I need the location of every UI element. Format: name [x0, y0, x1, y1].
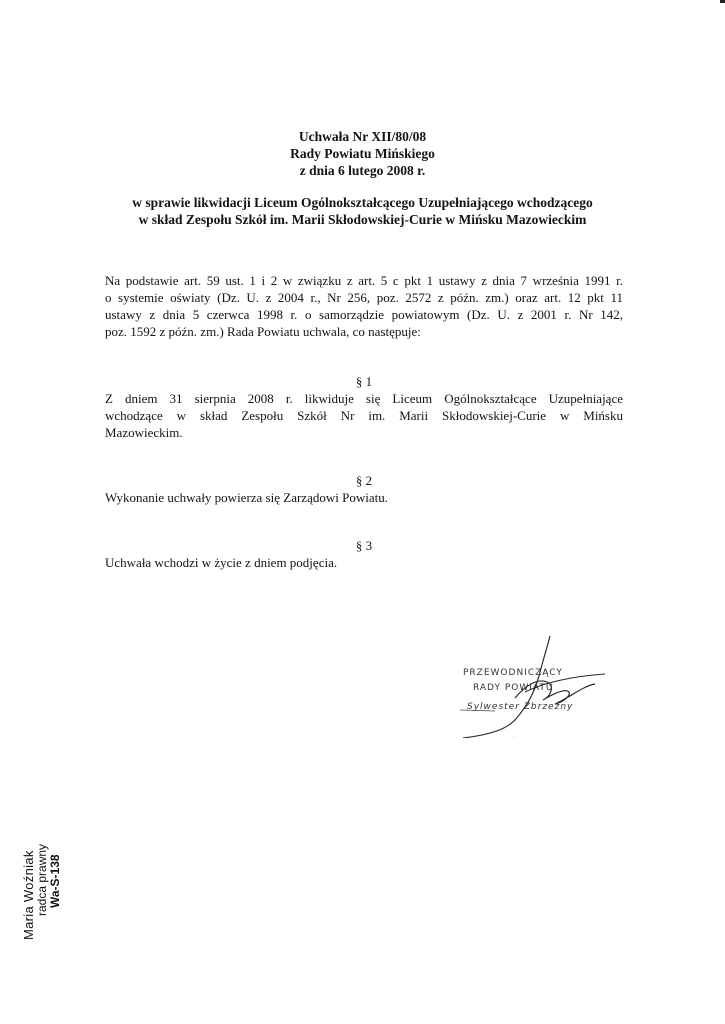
subject-line-2: w skład Zespołu Szkół im. Marii Skłodowskiej-Curie w Mińsku Mazowieckim — [138, 212, 587, 227]
handwritten-signature — [455, 628, 625, 738]
section-2-sign: § 2 — [355, 473, 373, 488]
section-3-sign: § 3 — [355, 538, 373, 553]
section-3-text — [105, 554, 623, 571]
stamp-name: Sylwester Zbrzezny — [467, 702, 574, 712]
resolution-header — [0, 128, 725, 179]
advisor-number: Wa-S-138 — [48, 854, 62, 908]
section-1-sign: § 1 — [355, 374, 373, 389]
section-line: wchodzące w skład Zespołu Szkół Nr im. Marii Skłodowskiej-Curie w Mińsku — [105, 408, 623, 423]
resolution-subject — [0, 194, 725, 228]
advisor-name: Maria Woźniak — [21, 850, 36, 940]
stamp-title-line-1: PRZEWODNICZĄCY — [463, 668, 563, 678]
signature-stamp — [455, 628, 625, 738]
section-1-text — [105, 390, 623, 441]
section-line: Z dniem 31 sierpnia 2008 r. likwiduje się Liceum Ogólnokształcące Uzupełniające — [105, 391, 623, 406]
stamp-title-line-2: RADY POWIATU — [473, 683, 554, 693]
preamble-line: ustawy z dnia 5 czerwca 1998 r. o samorządzie powiatowym (Dz. U. z 2001 r. Nr 142, — [105, 307, 623, 322]
preamble — [105, 272, 623, 340]
section-2-text — [105, 489, 623, 506]
section-line: Uchwała wchodzi w życie z dniem podjęcia. — [105, 555, 338, 570]
advisor-title: radca prawny — [35, 843, 49, 916]
council-name: Rady Powiatu Mińskiego — [290, 146, 435, 161]
preamble-line: Na podstawie art. 59 ust. 1 i 2 w związku z art. 5 c pkt 1 ustawy z dnia 7 września 1991 r. — [105, 273, 623, 288]
corner-mark — [720, 0, 725, 3]
subject-line-1: w sprawie likwidacji Liceum Ogólnokształcącego Uzupełniającego wchodzącego — [132, 195, 593, 210]
resolution-number: Uchwała Nr XII/80/08 — [298, 129, 427, 144]
resolution-date: z dnia 6 lutego 2008 r. — [299, 163, 426, 178]
legal-advisor-stamp — [22, 844, 62, 940]
preamble-line: poz. 1592 z późn. zm.) Rada Powiatu uchwala, co następuje: — [105, 324, 421, 339]
section-line: Mazowieckim. — [105, 425, 183, 440]
preamble-line: o systemie oświaty (Dz. U. z 2004 r., Nr 256, poz. 2572 z późn. zm.) oraz art. 12 pkt 11 — [105, 290, 623, 305]
section-line: Wykonanie uchwały powierza się Zarządowi Powiatu. — [105, 490, 388, 505]
